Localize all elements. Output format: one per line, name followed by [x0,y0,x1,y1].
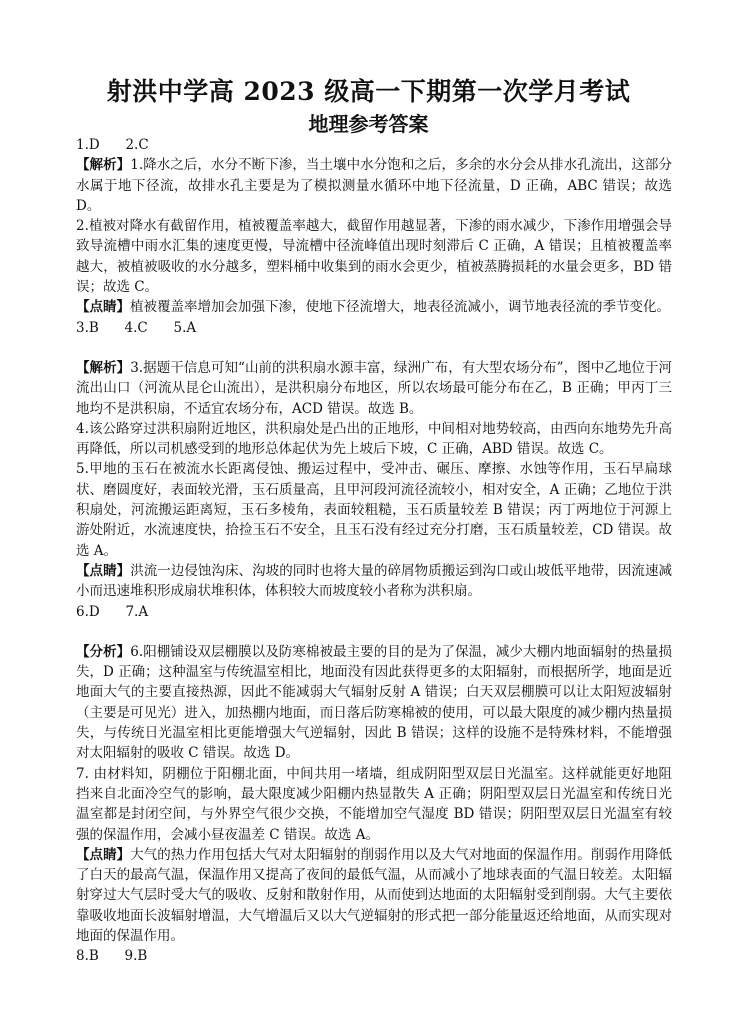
analysis-tag: 【分析】 [76,643,131,660]
exam-subtitle: 地理参考答案 [308,112,429,136]
analysis-tag: 【解析】 [76,359,131,376]
analysis-text: 6.阳棚铺设双层棚膜以及防寒棉被最主要的目的是为了保温，减少大棚内地面辐射的热量损失，D 正确；这种温室与传统温室相比，地面没有因此获得更多的太阳辐射，而根据所学，地面是近地面大气的主要直接热源，因此不能减弱大气辐射反射 A 错误；白天双层棚膜可以让太阳短波辐射（主要是可见光）进入，加热棚内地面，而日落后防寒棉被的使用，可以最大限度的减少棚内热量损失，与传统日光温室相比更能增强大气逆辐射，因此 B 错误；这样的设施不是特殊材料，不能增强对太阳辐射的吸收 C 错误。故选 D。 [76,643,672,762]
answer-line-8-9: 8.B 9.B [76,948,148,965]
analysis-paragraph-5: 5.甲地的玉石在被流水长距离侵蚀、搬运过程中，受冲击、碾压、摩擦、水蚀等作用，玉石早扁球状、磨圆度好，表面较光滑，玉石质量高，且甲河段河流径流较小，相对安全，A 正确；乙地位于洪积扇处，河流搬运距离短，玉石多棱角，表面较粗糙，玉石质量较差 B 错误；丙丁两地位于河源上游处附近，水流速度快，拾捡玉石不安全，且玉石没有经过充分打磨，玉石质量较差，CD 错误。故选 A。 [76,461,672,559]
analysis-paragraph-6 [76,642,672,764]
analysis-paragraph-3 [76,358,672,419]
analysis-paragraph-2: 2.植被对降水有截留作用，植被覆盖率越大，截留作用越显著，下渗的雨水减少，下渗作用增强会导致导流槽中雨水汇集的速度更慢，导流槽中径流峰值出现时刻滞后 C 正确，A 错误；且植被覆盖率越大，被植被吸收的水分越多，塑料桶中收集到的雨水会更少，植被蒸腾损耗的水量会更多，BD 错误；故选 C。 [76,218,672,296]
comment-tag: 【点睛】 [76,562,131,579]
spacer [76,622,672,642]
analysis-text: 3.据题干信息可知“山前的洪积扇水源丰富，绿洲广布，有大型农场分布”，图中乙地位于河流出山口（河流从昆仑山流出），是洪积扇分布地区，所以农场最可能分布在乙，B 正确；甲丙丁三地均不是洪积扇，不适宜农场分布，ACD 错误。故选 B。 [76,359,673,417]
comment-paragraph [76,845,672,946]
answer-line-1-2: 1.D 2.C [76,137,149,153]
comment-tag: 【点睛】 [76,299,130,316]
analysis-text: 1.降水之后，水分不断下渗，当土壤中水分饱和之后，多余的水分会从排水孔流出，这部分水属于地下径流，故排水孔主要是为了模拟测量水循环中地下径流量，D 正确，ABC 错误；故选 D。 [76,157,672,214]
comment-paragraph [76,297,672,317]
comment-text: 植被覆盖率增加会加强下渗，使地下径流增大，地表径流减小，调节地表径流的季节变化。 [130,299,670,316]
comment-paragraph [76,561,672,602]
comment-tag: 【点睛】 [76,846,131,863]
answer-line-6-7: 6.D 7.A [76,603,149,620]
comment-text: 大气的热力作用包括大气对太阳辐射的削弱作用以及大气对地面的保温作用。削弱作用降低了白天的最高气温，保温作用又提高了夜间的最低气温，从而减小了地球表面的气温日较差。太阳辐射穿过大气层时受大气的吸收、反射和散射作用，从而使到达地面的太阳辐射受到削弱。大气主要依靠吸收地面长波辐射增温，大气增温后又以大气逆辐射的形式把一部分能量返还给地面，从而实现对地面的保温作用。 [76,846,673,944]
analysis-tag: 【解析】 [76,157,131,174]
exam-title: 射洪中学高 2023 级高一下期第一次学月考试 [106,77,631,106]
analysis-paragraph-4: 4.该公路穿过洪积扇附近地区，洪积扇处是凸出的正地形，中间相对地势较高，由西向东地势先升高再降低，所以司机感受到的地形总体起伏为先上坡后下坡，C 正确，ABD 错误。故选 C。 [76,420,672,458]
analysis-paragraph-1 [76,155,672,216]
spacer [76,338,672,358]
comment-text: 洪流一边侵蚀沟床、沟坡的同时也将大量的碎屑物质搬运到沟口或山坡低平地带，因流速减小而迅速堆积形成扇状堆积体，体积较大而坡度较小者称为洪积扇。 [76,562,673,600]
analysis-paragraph-7: 7. 由材料知，阴棚位于阳棚北面，中间共用一堵墙，组成阴阳型双层日光温室。这样就能更好地阻挡来自北面冷空气的影响，最大限度减少阳棚内热显散失 A 正确；阴阳型双层日光温室和传统日光温室都是封闭空间，与外界空气很少交换，不能增加空气湿度 BD 错误；阴阳型双层日光温室有较强的保温作用，会减小昼夜温差 C 错误。故选 A。 [76,765,672,843]
answer-content [76,135,672,967]
answer-line-3-5: 3.B 4.C 5.A [76,319,197,336]
